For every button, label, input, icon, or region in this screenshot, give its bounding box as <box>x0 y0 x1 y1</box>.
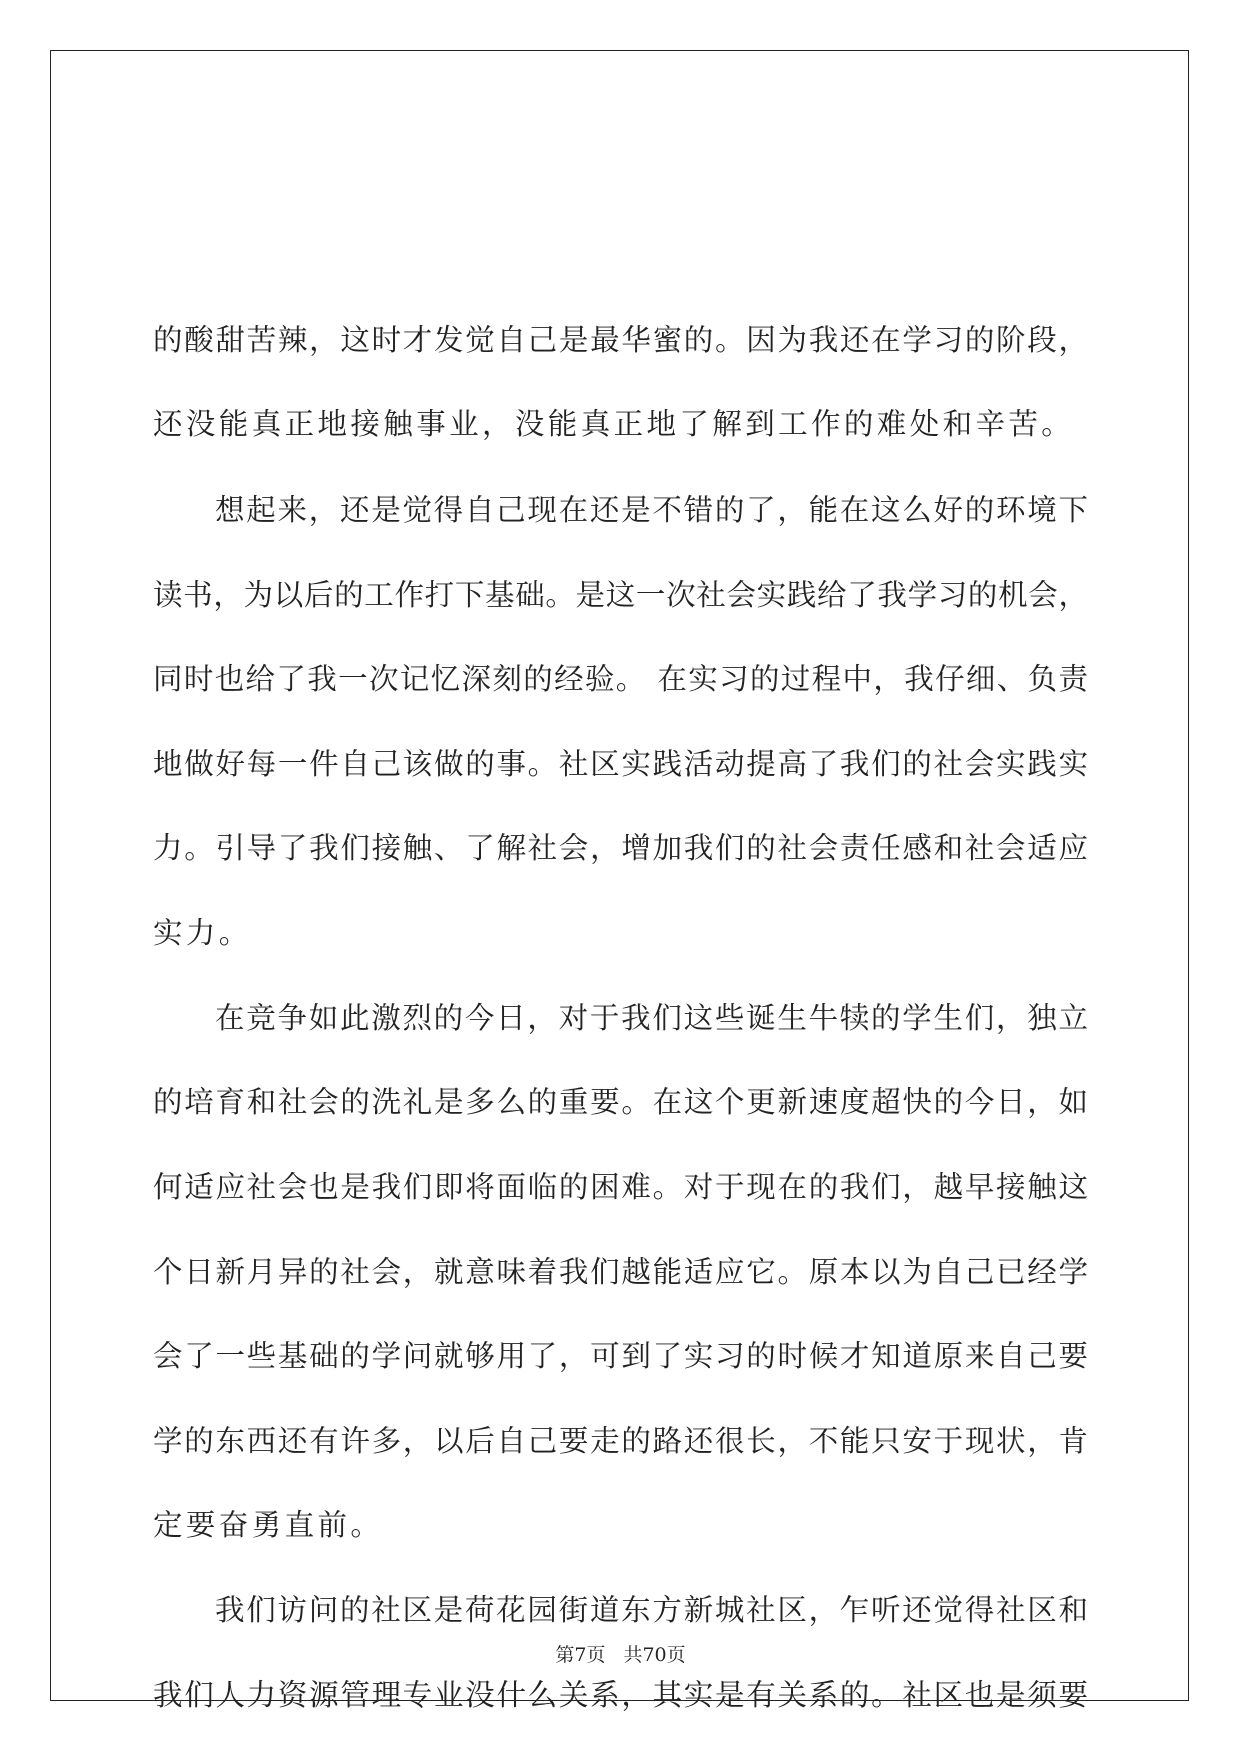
text-line: 定要奋勇直前。 <box>153 1508 384 1542</box>
text-line: 还没能真正地接触事业，没能真正地了解到工作的难处和辛苦。 <box>153 407 1075 441</box>
text-line: 同时也给了我一次记忆深刻的经验。 在实习的过程中，我仔细、负责 <box>153 662 1088 696</box>
page-number: 第7页 <box>555 1644 606 1666</box>
page-total: 共70页 <box>623 1644 686 1666</box>
text-line: 力。引导了我们接触、了解社会，增加我们的社会责任感和社会适应 <box>153 831 1088 865</box>
text-line: 我们访问的社区是荷花园街道东方新城社区，乍听还觉得社区和 <box>215 1593 1088 1627</box>
text-line: 会了一些基础的学问就够用了，可到了实习的时候才知道原来自己要 <box>153 1339 1088 1373</box>
text-line: 实力。 <box>153 916 252 950</box>
text-line: 我们人力资源管理专业没什么关系，其实是有关系的。社区也是须要 <box>153 1678 1088 1712</box>
text-line: 的培育和社会的洗礼是多么的重要。在这个更新速度超快的今日，如 <box>153 1085 1088 1119</box>
text-line: 学的东西还有许多，以后自己要走的路还很长，不能只安于现状，肯 <box>153 1424 1088 1458</box>
text-line: 想起来，还是觉得自己现在还是不错的了，能在这么好的环境下 <box>215 493 1088 527</box>
text-line: 何适应社会也是我们即将面临的困难。对于现在的我们，越早接触这 <box>153 1170 1088 1204</box>
text-line: 地做好每一件自己该做的事。社区实践活动提高了我们的社会实践实 <box>153 747 1088 781</box>
text-line: 个日新月异的社会，就意味着我们越能适应它。原本以为自己已经学 <box>153 1255 1088 1289</box>
page-footer <box>0 1643 1241 1667</box>
text-line: 的酸甜苦辣，这时才发觉自己是最华蜜的。因为我还在学习的阶段， <box>153 323 1088 357</box>
text-line: 在竞争如此激烈的今日，对于我们这些诞生牛犊的学生们，独立 <box>215 1001 1088 1035</box>
text-line: 读书，为以后的工作打下基础。是这一次社会实践给了我学习的机会， <box>153 578 1088 612</box>
